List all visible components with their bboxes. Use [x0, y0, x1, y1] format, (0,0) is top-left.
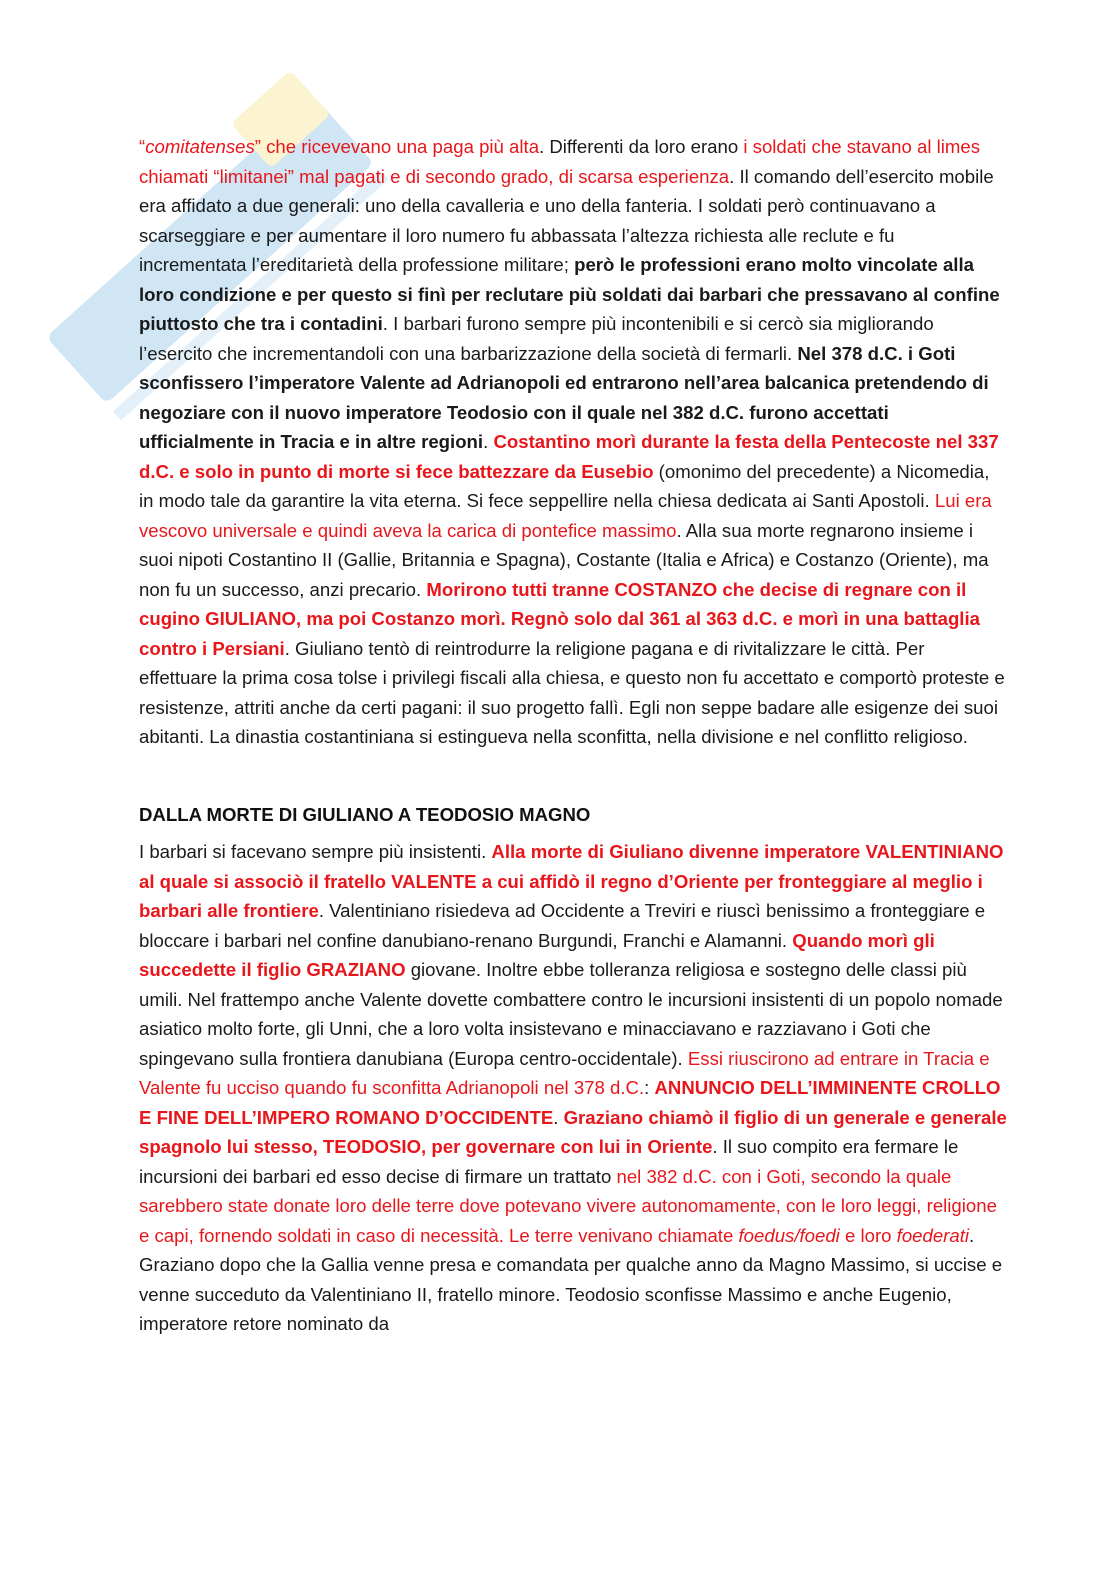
text-run: Graziano chiamò il figlio di un generale e generale spagnolo lui stesso, TEODOSIO, per governare con lui in Oriente: [139, 1106, 1007, 1157]
text-run: però le professioni erano molto vincolate alla loro condizione e per questo si finì per reclutare più soldati dai barbari che pressavano al confine piuttosto che tra i contadini: [139, 254, 1000, 334]
text-run: Costantino morì durante la festa della Pentecoste nel 337 d.C. e solo in punto di morte si fece battezzare da Eusebio: [139, 431, 999, 482]
paragraph-comitatenses: [139, 132, 1007, 752]
text-run: Lui era vescovo universale e quindi aveva la carica di pontefice massimo: [139, 490, 992, 541]
text-run: . Il comando dell’esercito mobile era affidato a due generali: uno della cavalleria e uno della fanteria. I soldati però continuavano a scarseggiare e per aumentare il loro numero fu abbassata l’altezza richiesta alle reclute e fu incrementata l’ereditarietà della professione militare;: [139, 165, 994, 275]
text-run: nel 382 d.C. con i Goti, secondo la quale sarebbero state donate loro delle terre dove potevano vivere autonomamente, con le loro leggi, religione e capi, fornendo soldati in caso di necessità. Le terre venivano chiamate: [139, 1165, 997, 1246]
text-run: foedus/foedi: [738, 1224, 840, 1246]
text-run: .: [483, 431, 494, 452]
text-run: . Il suo compito era fermare le incursioni dei barbari ed esso decise di firmare un trattato: [139, 1136, 959, 1187]
text-run: I barbari si facevano sempre più insistenti.: [139, 841, 492, 862]
text-run: e loro: [839, 1224, 897, 1246]
text-run: :: [644, 1077, 655, 1098]
text-run: Alla morte di Giuliano divenne imperatore VALENTINIANO al quale si associò il fratello VALENTE a cui affidò il regno d’Oriente per fronteggiare al meglio i barbari alle frontiere: [139, 841, 1004, 921]
text-run: . Giuliano tentò di reintrodurre la religione pagana e di rivitalizzare le città. Per effettuare la prima cosa tolse i privilegi fiscali alla chiesa, e questo non fu accettato e comportò proteste e resistenze, attriti anche da certi pagani: il suo progetto fallì. Egli non seppe badare alle esigenze dei suoi abitanti. La dinastia costantiniana si estingueva nella sconfitta, nella divisione e nel conflitto religioso.: [139, 637, 1005, 747]
text-run: . Alla sua morte regnarono insieme i suoi nipoti Costantino II (Gallie, Britannia e Spagna), Costante (Italia e Africa) e Costanzo (Oriente), ma non fu un successo, anzi precario.: [139, 519, 989, 600]
text-run: ANNUNCIO DELL’IMMINENTE CROLLO E FINE DELL’IMPERO ROMANO D’OCCIDENTE: [139, 1077, 1001, 1128]
document-body: [139, 132, 1007, 1339]
text-run: Nel 378 d.C. i Goti sconfissero l’imperatore Valente ad Adrianopoli ed entrarono nell’area balcanica pretendendo di negoziare con il nuovo imperatore Teodosio con il quale nel 382 d.C. furono accettati ufficialmente in Tracia e in altre regioni: [139, 342, 989, 452]
text-run: Essi riuscirono ad entrare in Tracia e Valente fu ucciso quando fu sconfitta Adrianopoli nel 378 d.C.: [139, 1047, 990, 1098]
paragraph-valentiniano: [139, 837, 1007, 1339]
text-run: giovane. Inoltre ebbe tolleranza religiosa e sostegno delle classi più umili. Nel frattempo anche Valente dovette combattere contro le incursioni insistenti di un popolo nomade asiatico molto forte, gli Unni, che a loro volta insistevano e minacciavano e razziavano i Goti che spingevano sulla frontiera danubiana (Europa centro-occidentale).: [139, 959, 1003, 1069]
text-run: Morirono tutti tranne COSTANZO che decise di regnare con il cugino GIULIANO, ma poi Costanzo morì. Regnò solo dal 361 al 363 d.C. e morì in una battaglia contro i Persiani: [139, 578, 980, 659]
text-run: comitatenses: [145, 136, 255, 157]
text-run: . Graziano dopo che la Gallia venne presa e comandata per qualche anno da Magno Massimo, si uccise e venne succeduto da Valentiniano II, fratello minore. Teodosio sconfisse Massimo e anche Eugenio, imperatore retore nominato da: [139, 1224, 1003, 1334]
text-run: (omonimo del precedente) a Nicomedia, in modo tale da garantire la vita eterna. Si fece seppellire nella chiesa dedicata ai Santi Apostoli.: [139, 460, 990, 511]
text-run: . I barbari furono sempre più incontenibili e si cercò sia migliorando l’esercito che incrementandoli con una barbarizzazione della società di fermarli.: [139, 313, 934, 364]
section-heading: DALLA MORTE DI GIULIANO A TEODOSIO MAGNO: [139, 803, 591, 825]
text-run: Quando morì gli succedette il figlio GRAZIANO: [139, 929, 935, 980]
text-run: i soldati che stavano al limes chiamati “limitanei” mal pagati e di secondo grado, di scarsa esperienza: [139, 136, 981, 187]
text-run: .: [553, 1106, 564, 1128]
text-run: “: [139, 136, 146, 157]
text-run: . Differenti da loro erano: [539, 136, 744, 157]
text-run: . Valentiniano risiedeva ad Occidente a Treviri e riuscì benissimo a fronteggiare e bloccare i barbari nel confine danubiano-renano Burgundi, Franchi e Alamanni.: [139, 900, 986, 951]
text-run: ” che ricevevano una paga più alta: [254, 136, 540, 157]
text-run: foederati: [896, 1224, 970, 1246]
